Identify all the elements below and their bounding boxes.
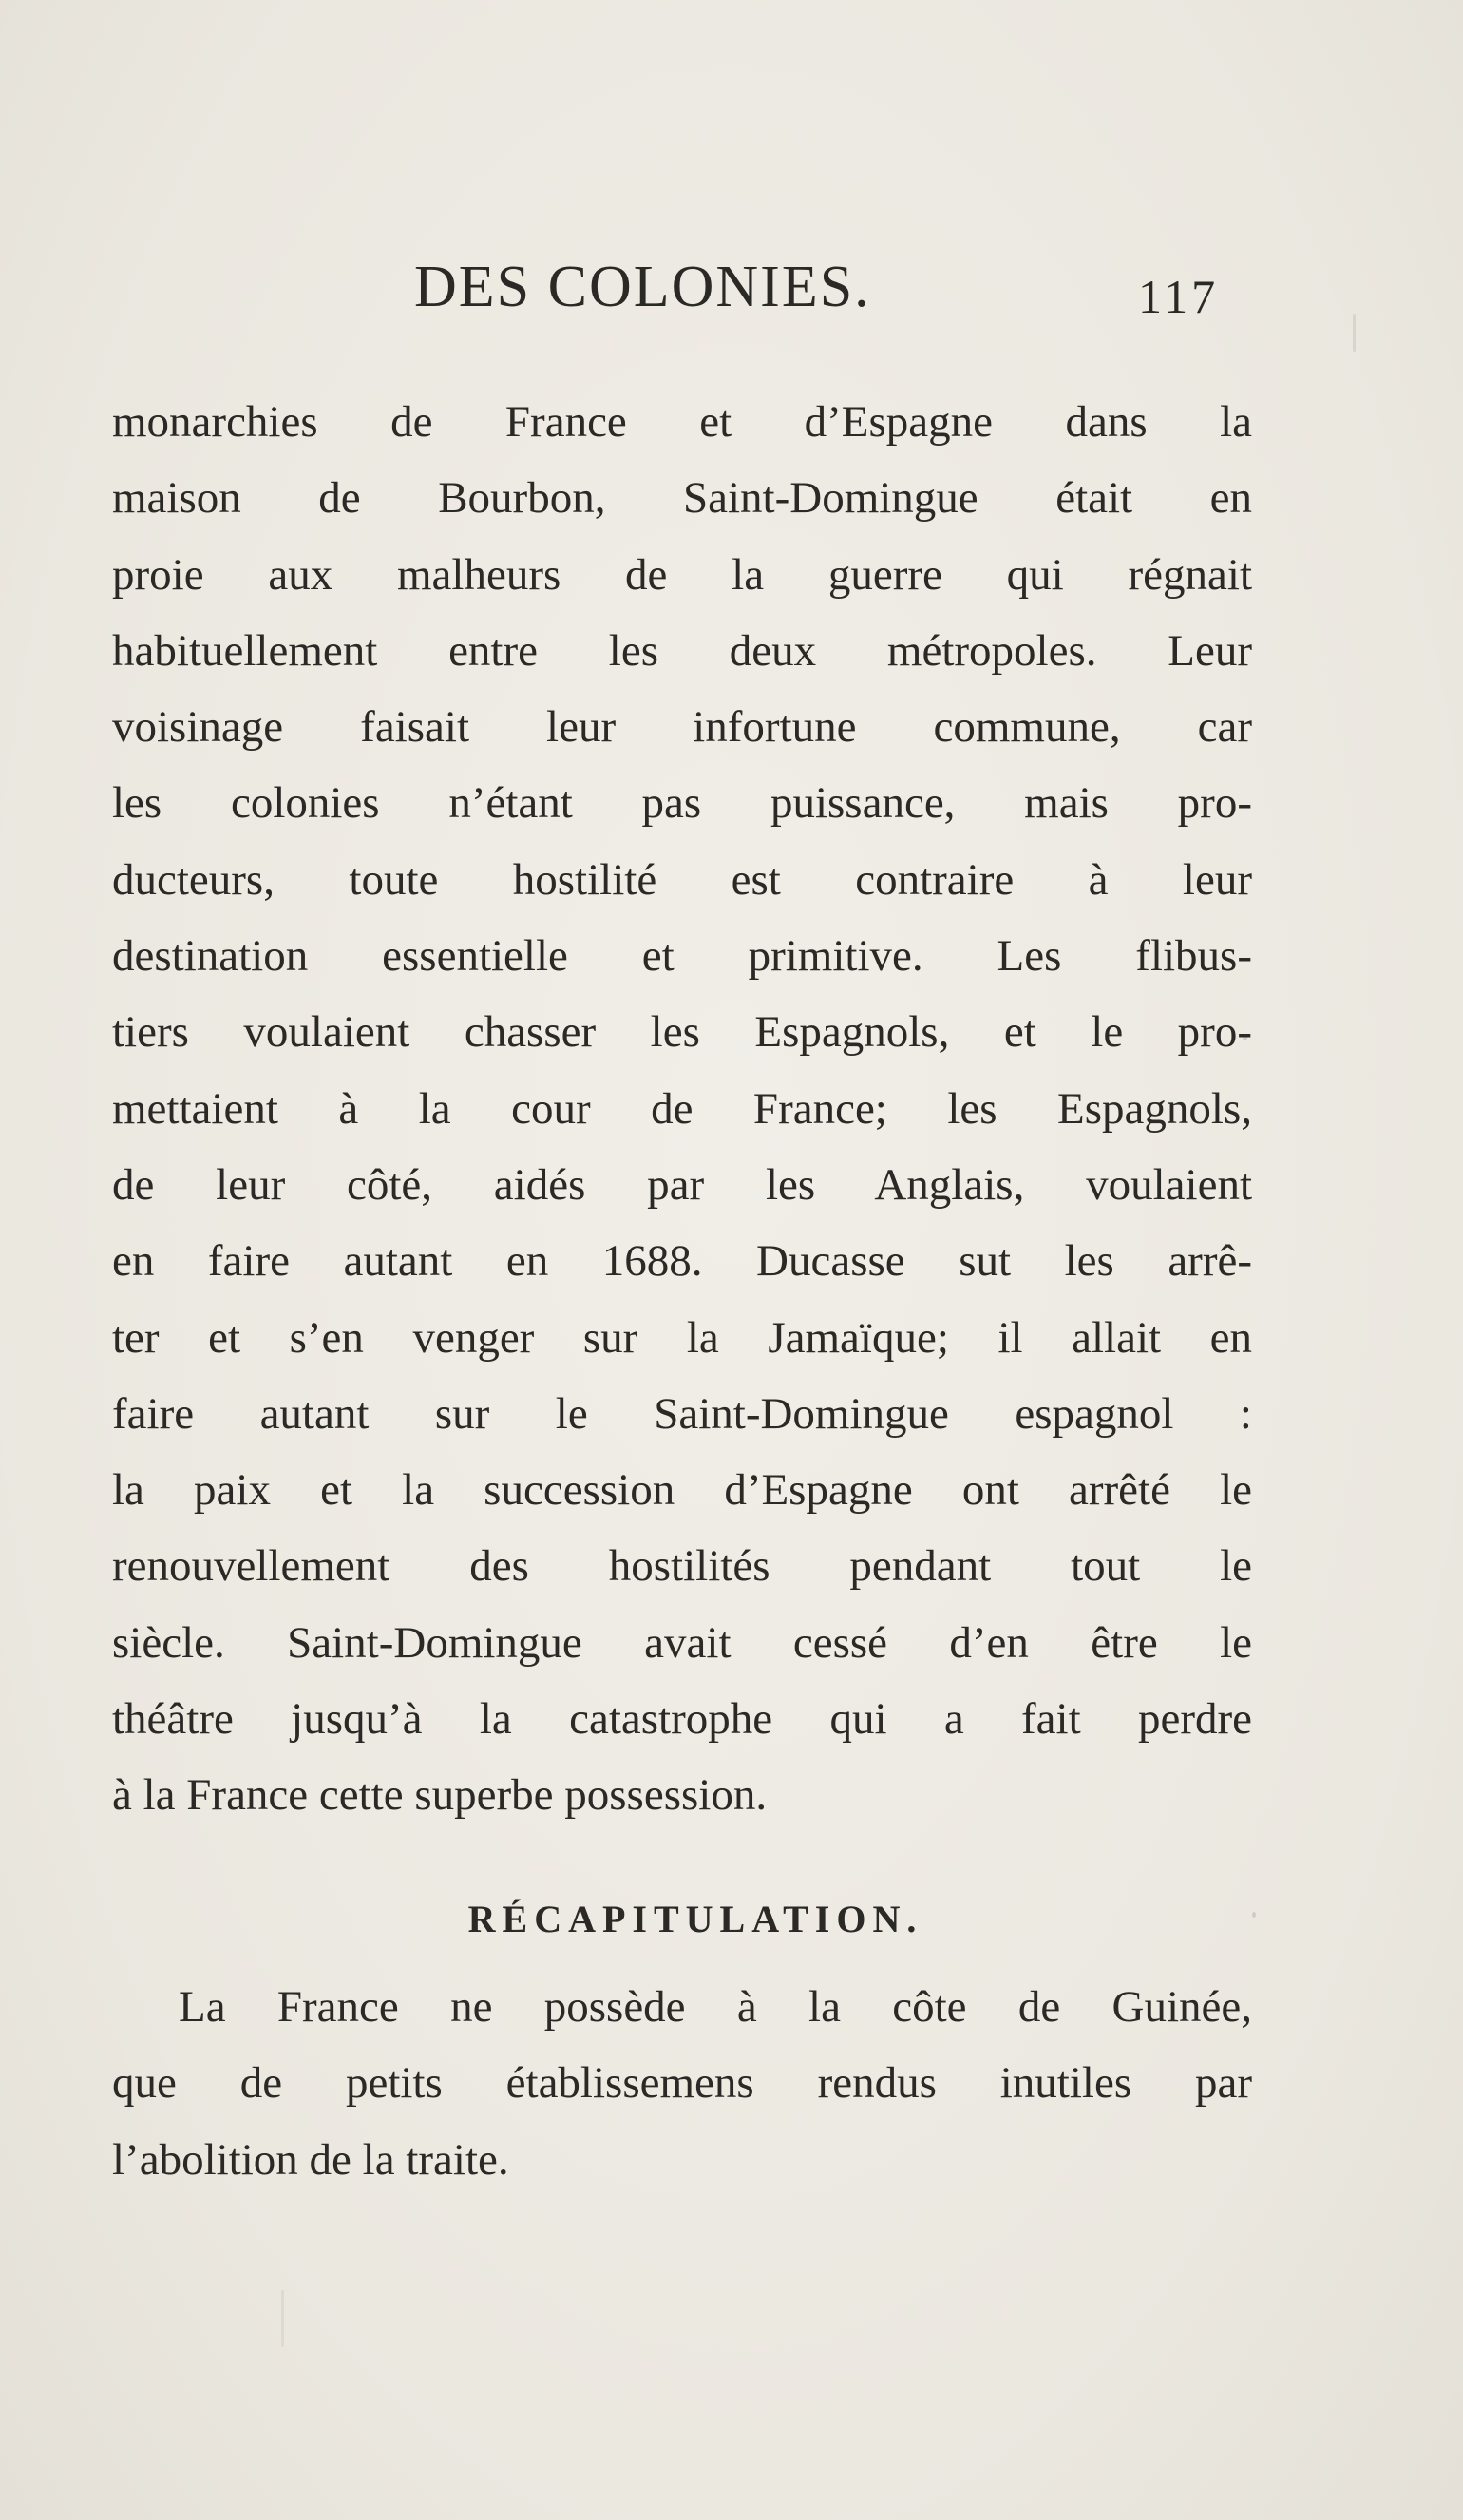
body-paragraph xyxy=(112,384,1252,1834)
text-line: La France ne possède à la côte de Guinée, xyxy=(179,1982,1252,2032)
text-line: que de petits établissemens rendus inutiles par xyxy=(112,2058,1252,2109)
text-line: habituellement entre les deux métropoles. Leur xyxy=(112,625,1252,676)
text-line: les colonies n’étant pas puissance, mais pro- xyxy=(112,778,1252,829)
text-line: l’abolition de la traite. xyxy=(112,2134,509,2185)
text-line: proie aux malheurs de la guerre qui régnait xyxy=(112,549,1252,600)
text-line: tiers voulaient chasser les Espagnols, et le pro- xyxy=(112,1007,1252,1058)
text-line: voisinage faisait leur infortune commune, car xyxy=(112,702,1252,753)
text-line: la paix et la succession d’Espagne ont arrêté le xyxy=(112,1465,1252,1516)
text-line: siècle. Saint-Domingue avait cessé d’en être le xyxy=(112,1617,1252,1668)
text-line: en faire autant en 1688. Ducasse sut les arrê- xyxy=(112,1236,1252,1287)
text-line: faire autant sur le Saint-Domingue espagnol : xyxy=(112,1388,1252,1439)
section-paragraph xyxy=(112,1969,1252,2198)
text-line: destination essentielle et primitive. Les flibus- xyxy=(112,931,1252,982)
text-line: à la France cette superbe possession. xyxy=(112,1770,768,1821)
paper-mark xyxy=(1353,314,1356,352)
section-heading xyxy=(0,1891,1463,1948)
text-line: mettaient à la cour de France; les Espagnols, xyxy=(112,1083,1252,1134)
text-line: de leur côté, aidés par les Anglais, voulaient xyxy=(112,1159,1252,1210)
paper-speck xyxy=(1243,1036,1247,1040)
text-line: monarchies de France et d’Espagne dans la xyxy=(112,397,1252,447)
text-line: renouvellement des hostilités pendant tout le xyxy=(112,1541,1252,1592)
paper-mark xyxy=(281,2290,284,2347)
running-head xyxy=(0,249,1463,325)
text-line: ter et s’en venger sur la Jamaïque; il allait en xyxy=(112,1312,1252,1363)
running-title: DES COLONIES. xyxy=(414,255,871,319)
page-number: 117 xyxy=(1138,270,1220,323)
text-line: maison de Bourbon, Saint-Domingue était en xyxy=(112,473,1252,524)
text-line: théâtre jusqu’à la catastrophe qui a fait perdre xyxy=(112,1694,1252,1745)
paper-speck xyxy=(1252,1912,1256,1918)
text-line: ducteurs, toute hostilité est contraire à leur xyxy=(112,854,1252,905)
section-heading-text: RÉCAPITULATION. xyxy=(467,1898,923,1940)
